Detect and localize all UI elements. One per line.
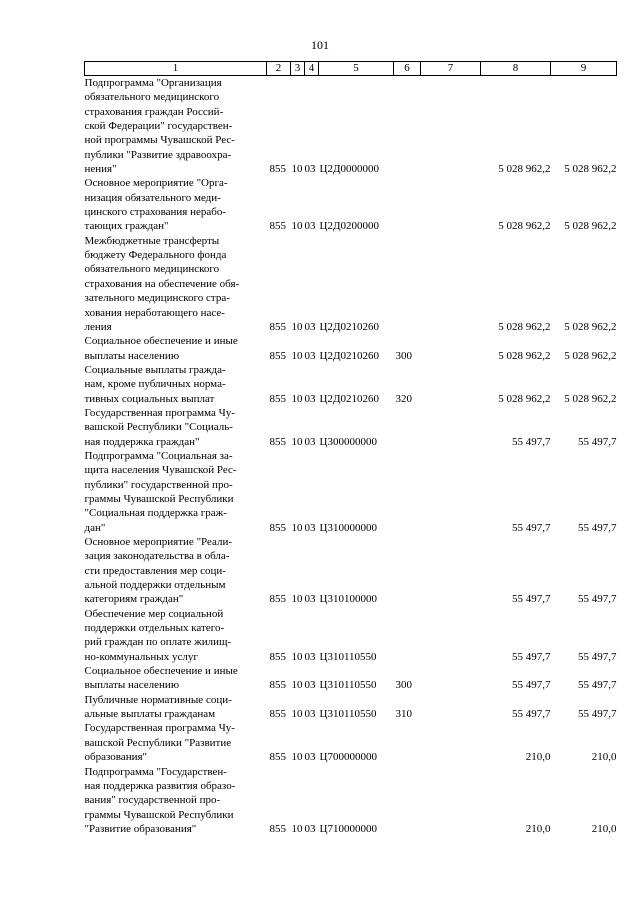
section-code-cell: 10 (291, 650, 303, 663)
amount-col-8-cell: 210,0 (525, 751, 551, 764)
amount-col-8-cell: 5 028 962,2 (498, 163, 551, 176)
section-code-cell: 10 (291, 593, 303, 606)
target-article-cell: Ц310100000 (319, 593, 377, 606)
column-header-4: 4 (305, 62, 319, 76)
subsection-code-cell: 03 (304, 708, 316, 721)
column-header-5: 5 (319, 62, 394, 76)
target-article-cell: Ц2Д0200000 (319, 220, 379, 233)
item-name-cell (85, 721, 267, 764)
item-name-line: тивных социальных выплат (84, 392, 215, 405)
item-name-cell (85, 607, 267, 664)
item-name-cell (85, 449, 267, 535)
item-name-line: вашской Республики "Социаль- (84, 421, 233, 434)
item-name-line: Подпрограмма "Государствен- (84, 765, 227, 778)
expense-type-cell (394, 406, 421, 449)
item-name-line: низация обязательного меди- (84, 191, 221, 204)
expense-type-cell: 300 (395, 349, 412, 362)
item-name-line: дан" (84, 521, 106, 534)
subsection-code-cell: 03 (304, 593, 316, 606)
section-code-cell: 10 (291, 679, 303, 692)
item-name-line: страхования на обеспечение обя- (84, 277, 240, 290)
item-name-line: публики "Развитие здравоохра- (84, 148, 232, 161)
target-article-cell: Ц710000000 (319, 822, 377, 835)
admin-code-cell: 855 (269, 392, 286, 405)
section-code-cell: 10 (291, 349, 303, 362)
amount-col-9-cell: 55 497,7 (578, 435, 617, 448)
section-code-cell: 10 (291, 220, 303, 233)
table-row (85, 76, 617, 177)
item-name-cell (85, 664, 267, 693)
expense-type-cell (394, 721, 421, 764)
section-code-cell: 10 (291, 708, 303, 721)
column-7-cell (421, 363, 481, 406)
table-body (85, 76, 617, 837)
target-article-cell: Ц310110550 (319, 650, 377, 663)
item-name-cell (85, 693, 267, 722)
subsection-code-cell: 03 (304, 320, 316, 333)
amount-col-8-cell: 5 028 962,2 (498, 349, 551, 362)
amount-col-9-cell: 5 028 962,2 (564, 392, 617, 405)
table-row (85, 176, 617, 233)
item-name-line: Обеспечение мер социальной (84, 607, 224, 620)
amount-col-9-cell: 55 497,7 (578, 679, 617, 692)
item-name-line: Государственная программа Чу- (84, 722, 235, 735)
admin-code-cell: 855 (269, 650, 286, 663)
target-article-cell: Ц310110550 (319, 708, 377, 721)
item-name-cell (85, 176, 267, 233)
item-name-line: Подпрограмма "Социальная за- (84, 449, 233, 462)
target-article-cell: Ц2Д0210260 (319, 392, 379, 405)
item-name-line: зация законодательства в обла- (84, 550, 230, 563)
amount-col-9-cell: 5 028 962,2 (564, 320, 617, 333)
item-name-line: хования неработающего насе- (84, 306, 225, 319)
item-name-cell (85, 535, 267, 607)
target-article-cell: Ц310000000 (319, 521, 377, 534)
subsection-code-cell: 03 (304, 163, 316, 176)
item-name-cell (85, 363, 267, 406)
expense-type-cell (394, 535, 421, 607)
expense-type-cell (394, 176, 421, 233)
column-7-cell (421, 176, 481, 233)
amount-col-9-cell: 55 497,7 (578, 708, 617, 721)
amount-col-9-cell: 55 497,7 (578, 521, 617, 534)
admin-code-cell: 855 (269, 435, 286, 448)
item-name-line: Основное мероприятие "Орга- (84, 177, 228, 190)
amount-col-8-cell: 5 028 962,2 (498, 220, 551, 233)
item-name-line: публики" государственной про- (84, 478, 233, 491)
column-7-cell (421, 607, 481, 664)
section-code-cell: 10 (291, 163, 303, 176)
item-name-cell (85, 334, 267, 363)
item-name-line: сти предоставления мер соци- (84, 564, 226, 577)
column-7-cell (421, 721, 481, 764)
expense-type-cell: 310 (395, 708, 412, 721)
amount-col-8-cell: 55 497,7 (512, 708, 551, 721)
item-name-cell (85, 406, 267, 449)
item-name-line: выплаты населению (84, 349, 180, 362)
column-header-9: 9 (551, 62, 617, 76)
column-7-cell (421, 234, 481, 334)
item-name-line: Межбюджетные трансферты (84, 234, 220, 247)
admin-code-cell: 855 (269, 593, 286, 606)
admin-code-cell: 855 (269, 349, 286, 362)
admin-code-cell: 855 (269, 220, 286, 233)
table-row (85, 765, 617, 837)
expense-type-cell (394, 449, 421, 535)
item-name-line: Основное мероприятие "Реали- (84, 536, 233, 548)
table-row (85, 234, 617, 334)
item-name-line: зательного медицинского стра- (84, 292, 230, 305)
item-name-line: обязательного медицинского (84, 91, 220, 104)
column-7-cell (421, 449, 481, 535)
amount-col-9-cell: 210,0 (591, 822, 617, 835)
page-number: 101 (311, 38, 329, 52)
item-name-line: вашской Республики "Развитие (84, 736, 232, 749)
amount-col-8-cell: 5 028 962,2 (498, 392, 551, 405)
item-name-line: Публичные нормативные соци- (84, 693, 232, 706)
target-article-cell: Ц310110550 (319, 679, 377, 692)
admin-code-cell: 855 (269, 751, 286, 764)
target-article-cell: Ц300000000 (319, 435, 377, 448)
amount-col-8-cell: 55 497,7 (512, 679, 551, 692)
section-code-cell: 10 (291, 392, 303, 405)
table-row (85, 334, 617, 363)
table-row (85, 406, 617, 449)
item-name-line: ная поддержка граждан" (84, 435, 200, 448)
amount-col-8-cell: 55 497,7 (512, 521, 551, 534)
item-name-line: ления (84, 320, 112, 333)
subsection-code-cell: 03 (304, 521, 316, 534)
column-header-7: 7 (421, 62, 481, 76)
subsection-code-cell: 03 (304, 751, 316, 764)
item-name-line: нения" (84, 163, 117, 176)
admin-code-cell: 855 (269, 822, 286, 835)
subsection-code-cell: 03 (304, 822, 316, 835)
expense-type-cell: 300 (395, 679, 412, 692)
item-name-line: образования" (84, 751, 148, 764)
subsection-code-cell: 03 (304, 650, 316, 663)
item-name-line: вания" государственной про- (84, 794, 221, 807)
section-code-cell: 10 (291, 521, 303, 534)
item-name-line: ная поддержка развития образо- (84, 779, 236, 792)
table-row (85, 363, 617, 406)
item-name-line: "Развитие образования" (84, 822, 197, 835)
subsection-code-cell: 03 (304, 349, 316, 362)
item-name-cell (85, 234, 267, 334)
amount-col-8-cell: 55 497,7 (512, 593, 551, 606)
item-name-line: Государственная программа Чу- (84, 406, 235, 419)
admin-code-cell: 855 (269, 708, 286, 721)
subsection-code-cell: 03 (304, 220, 316, 233)
section-code-cell: 10 (291, 435, 303, 448)
item-name-line: бюджету Федерального фонда (84, 249, 227, 262)
expense-type-cell: 320 (395, 392, 412, 405)
item-name-line: цинского страхования нерабо- (84, 206, 227, 219)
amount-col-9-cell: 5 028 962,2 (564, 220, 617, 233)
column-7-cell (421, 693, 481, 722)
item-name-line: граммы Чувашской Республики (84, 808, 234, 821)
expense-type-cell (394, 607, 421, 664)
table-header-row (85, 62, 617, 76)
expense-type-cell (394, 234, 421, 334)
table-row (85, 535, 617, 607)
subsection-code-cell: 03 (304, 435, 316, 448)
budget-table (84, 61, 617, 836)
item-name-line: Социальные выплаты гражда- (84, 363, 226, 376)
subsection-code-cell: 03 (304, 679, 316, 692)
expense-type-cell (394, 76, 421, 177)
column-7-cell (421, 76, 481, 177)
table-row (85, 449, 617, 535)
item-name-line: поддержки отдельных катего- (84, 622, 225, 635)
admin-code-cell: 855 (269, 521, 286, 534)
column-7-cell (421, 765, 481, 837)
item-name-cell (85, 76, 267, 177)
table-row (85, 721, 617, 764)
item-name-line: альной поддержки отдельным (84, 579, 226, 592)
item-name-line: ной программы Чувашской Рес- (84, 134, 235, 147)
section-code-cell: 10 (291, 751, 303, 764)
item-name-line: категориям граждан" (84, 593, 184, 606)
admin-code-cell: 855 (269, 679, 286, 692)
item-name-cell (85, 765, 267, 837)
amount-col-8-cell: 55 497,7 (512, 650, 551, 663)
item-name-line: Социальное обеспечение и иные (84, 665, 238, 678)
amount-col-9-cell: 210,0 (591, 751, 617, 764)
admin-code-cell: 855 (269, 163, 286, 176)
column-header-2: 2 (267, 62, 291, 76)
item-name-line: "Социальная поддержка граж- (84, 507, 227, 520)
target-article-cell: Ц2Д0210260 (319, 349, 379, 362)
column-7-cell (421, 664, 481, 693)
item-name-line: Подпрограмма "Организация (84, 77, 222, 89)
section-code-cell: 10 (291, 822, 303, 835)
column-header-1: 1 (85, 62, 267, 76)
target-article-cell: Ц700000000 (319, 751, 377, 764)
column-header-6: 6 (394, 62, 421, 76)
column-header-3: 3 (291, 62, 305, 76)
item-name-line: тающих граждан" (84, 220, 169, 233)
target-article-cell: Ц2Д0000000 (319, 163, 379, 176)
table-row (85, 693, 617, 722)
subsection-code-cell: 03 (304, 392, 316, 405)
item-name-line: альные выплаты гражданам (84, 708, 216, 721)
section-code-cell: 10 (291, 320, 303, 333)
column-7-cell (421, 334, 481, 363)
amount-col-9-cell: 55 497,7 (578, 650, 617, 663)
item-name-line: ской Федерации" государствен- (84, 120, 233, 133)
expense-type-cell (394, 765, 421, 837)
column-7-cell (421, 406, 481, 449)
item-name-line: граммы Чувашской Республики (84, 492, 234, 505)
amount-col-8-cell: 55 497,7 (512, 435, 551, 448)
item-name-line: обязательного медицинского (84, 263, 220, 276)
table-row (85, 664, 617, 693)
item-name-line: Социальное обеспечение и иные (84, 335, 238, 348)
amount-col-9-cell: 5 028 962,2 (564, 349, 617, 362)
item-name-line: щита населения Чувашской Рес- (84, 464, 237, 477)
column-7-cell (421, 535, 481, 607)
item-name-line: выплаты населению (84, 679, 180, 692)
item-name-line: страхования граждан Россий- (84, 105, 224, 118)
target-article-cell: Ц2Д0210260 (319, 320, 379, 333)
admin-code-cell: 855 (269, 320, 286, 333)
table-row (85, 607, 617, 664)
amount-col-8-cell: 5 028 962,2 (498, 320, 551, 333)
item-name-line: рий граждан по оплате жилищ- (84, 636, 232, 649)
amount-col-9-cell: 55 497,7 (578, 593, 617, 606)
amount-col-8-cell: 210,0 (525, 822, 551, 835)
item-name-line: нам, кроме публичных норма- (84, 378, 226, 391)
amount-col-9-cell: 5 028 962,2 (564, 163, 617, 176)
item-name-line: но-коммунальных услуг (84, 650, 198, 663)
column-header-8: 8 (481, 62, 551, 76)
